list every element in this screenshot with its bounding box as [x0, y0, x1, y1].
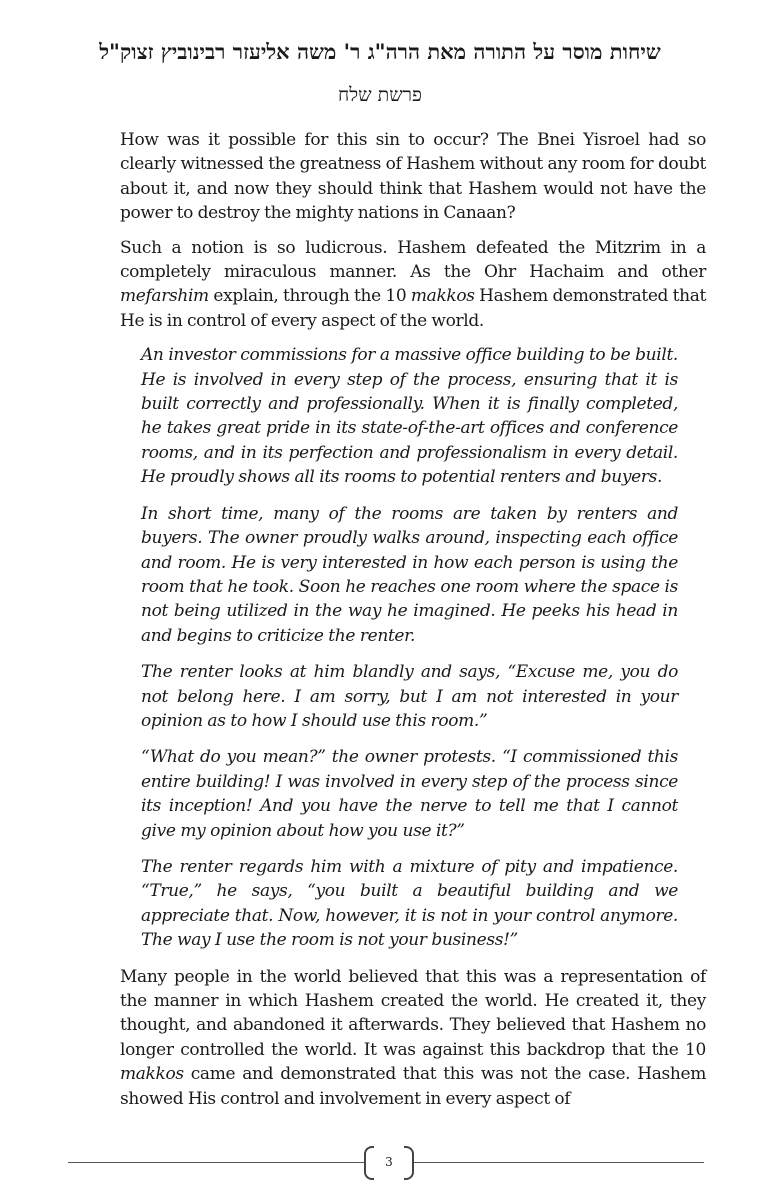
paragraph-2-term-makkos: makkos — [410, 286, 475, 307]
parable-paragraph-5: The renter regards him with a mixture of pity and impatience. “True,” he says, “you built a beautiful building and we appreciate that. Now, however, it is not in your control anymore. The way I use the room is not your business!” — [141, 856, 678, 951]
page-body — [120, 128, 706, 1121]
page-number: 3 — [385, 1155, 393, 1169]
page-number-bracket-left — [364, 1146, 374, 1180]
footer-rule-left — [68, 1162, 364, 1163]
parable-paragraph-1: An investor commissions for a massive office building to be built. He is involved in every step of the process, ensuring that it is built correctly and professionally. When it is finally completed, he takes great pride in its state-of-the-art offices and conference rooms, and in its perfection and professionalism in every detail. He proudly shows all its rooms to potential renters and buyers. — [141, 345, 678, 488]
paragraph-3 — [120, 965, 706, 1111]
paragraph-2-text-b: explain, through the 10 — [208, 286, 411, 307]
parable-paragraph-4: “What do you mean?” the owner protests. “I commissioned this entire building! I was involved in every step of the process since its inception! And you have the nerve to tell me that I cannot give my opinion about how you use it?” — [141, 747, 678, 841]
paragraph-2-term-mefarshim: mefarshim — [120, 286, 209, 307]
running-header-parsha: פרשת שלח — [338, 84, 422, 106]
page-number-bracket-right — [404, 1146, 414, 1180]
paragraph-2-text-a: Such a notion is so ludicrous. Hashem defeated the Mitzrim in a completely miraculous manner. As the Ohr Hachaim and other — [120, 237, 706, 283]
running-header-title: שיחות מוסר על התורה מאת הרה"ג ר' משה אליעזר רבינוביץ זצוק"ל — [99, 39, 661, 64]
paragraph-1: How was it possible for this sin to occur? The Bnei Yisroel had so clearly witnessed the greatness of Hashem without any room for doubt about it, and now they should think that Hashem would not have the power to destroy the mighty nations in Canaan? — [120, 130, 706, 224]
paragraph-3-text-b: came and demonstrated that this was not the case. Hashem showed His control and involvement in every aspect of — [120, 1064, 706, 1109]
parable-paragraph-3: The renter looks at him blandly and says, “Excuse me, you do not belong here. I am sorry, but I am not interested in your opinion as to how I should use this room.” — [141, 662, 678, 731]
paragraph-3-term-makkos: makkos — [120, 1064, 184, 1085]
parable-paragraph-2: In short time, many of the rooms are taken by renters and buyers. The owner proudly walks around, inspecting each office and room. He is very interested in how each person is using the room that he took. Soon he reaches one room where the space is not being utilized in the way he imagined. He peeks his head in and begins to criticize the renter. — [141, 503, 678, 646]
paragraph-2-text-c: Hashem demonstrated that He is in control of every aspect of the world. — [120, 286, 706, 331]
paragraph-3-text-a: Many people in the world believed that this was a representation of the manner in which Hashem created the world. He created it, they thought, and abandoned it afterwards. They believed that Hashem no longer controlled the world. It was against this backdrop that the 10 — [120, 966, 706, 1060]
paragraph-2 — [120, 236, 706, 334]
footer-rule-right — [414, 1162, 704, 1163]
